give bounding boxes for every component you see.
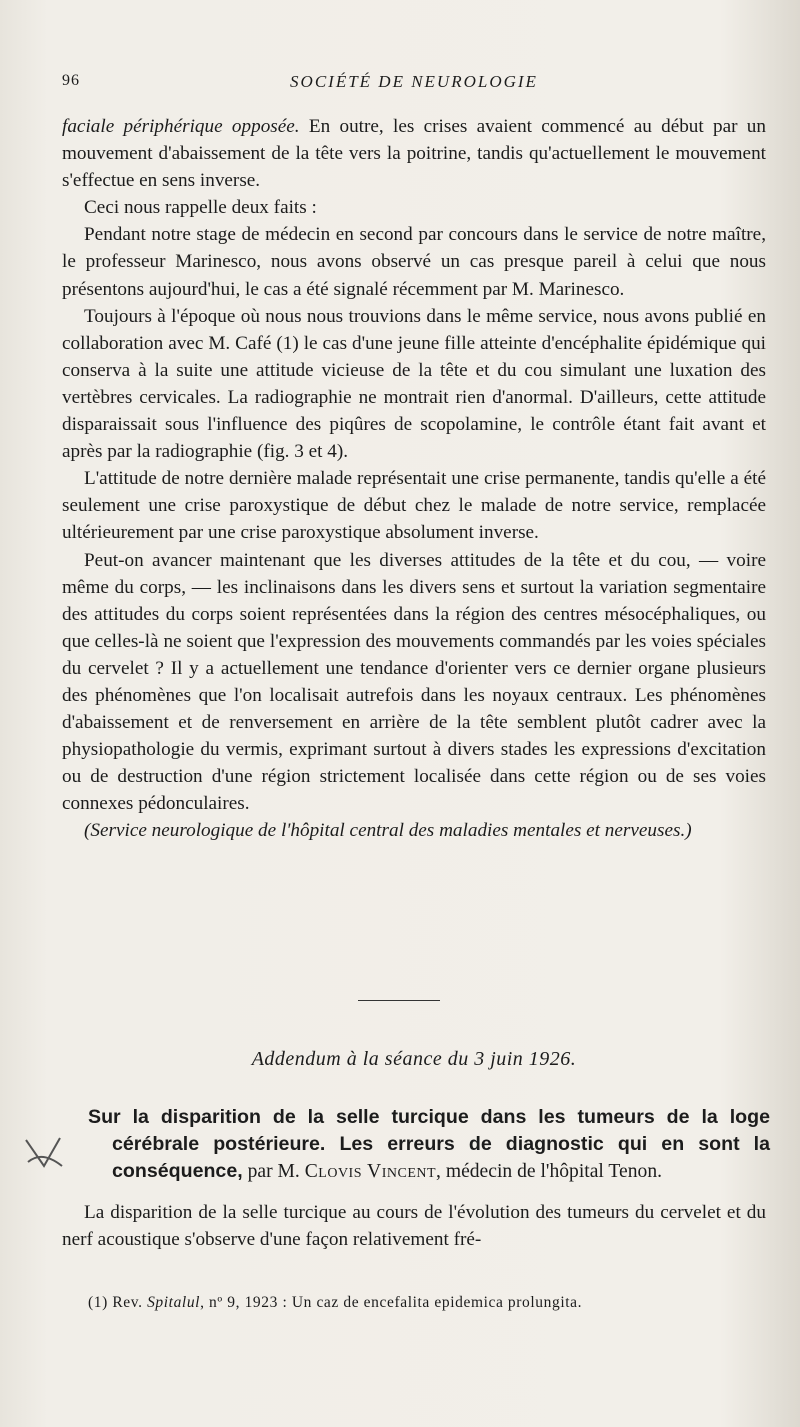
handwritten-margin-mark-icon bbox=[20, 1136, 68, 1172]
author-prefix: par M. bbox=[242, 1161, 305, 1183]
paragraph-3: Pendant notre stage de médecin en second par concours dans le service de notre maître, le professeur Marinesco, nous avons observé un cas presque pareil à celui que nous présentons aujourd'hui, le cas a été signalé récemment par M. Marinesco. bbox=[62, 224, 766, 300]
article-paragraph-1: La disparition de la selle turcique au cours de l'évolution des tumeurs du cervelet et du nerf acoustique s'observe d'une façon relativement fré- bbox=[62, 1202, 766, 1251]
previous-article-text bbox=[62, 113, 766, 845]
paragraph-5: L'attitude de notre dernière malade représentait une crise permanente, tandis qu'elle a été seulement une crise paroxystique de début chez le malade de notre service, remplacée ultérieurement par une crise paroxystique absolument inverse. bbox=[62, 468, 766, 544]
service-affiliation: (Service neurologique de l'hôpital central des maladies mentales et nerveuses.) bbox=[84, 820, 692, 842]
article-title-text: Sur la disparition de la selle turcique dans les tumeurs de la loge cérébrale postérieure. Les erreurs de diagnostic qui en sont la conséquence, bbox=[88, 1106, 770, 1183]
page-number: 96 bbox=[62, 72, 80, 89]
footnote-prefix: (1) Rev. bbox=[88, 1294, 148, 1311]
paragraph-4: Toujours à l'époque où nous nous trouvions dans le même service, nous avons publié en collaboration avec M. Café (1) le cas d'une jeune fille atteinte d'encéphalite épidémique qui conserva à la suite une attitude vicieuse de la tête et du cou simulant une luxation des vertèbres cervicales. La radiographie ne montrait rien d'anormal. D'ailleurs, cette attitude disparaissait sous l'influence des piqûres de scopolamine, le contrôle étant fait avant et après par la radiographie (fig. 3 et 4). bbox=[62, 305, 766, 463]
paragraph-1 bbox=[62, 113, 766, 194]
article-body bbox=[62, 1199, 766, 1253]
addendum-heading: Addendum à la séance du 3 juin 1926. bbox=[251, 1048, 577, 1070]
footnote-rest: , nº 9, 1923 : Un caz de encefalita epidemica prolungita. bbox=[200, 1294, 583, 1311]
section-separator-rule bbox=[358, 1000, 440, 1001]
paragraph-6: Peut-on avancer maintenant que les diverses attitudes de la tête et du cou, — voire même du corps, — les inclinaisons dans les divers sens et surtout la variation segmentaire des attitudes du corps soient représentées dans la région des centres mésocéphaliques, ou que celles-là ne soient que l'expression des mouvements commandés par les voies spéciales du cervelet ? Il y a actuellement une tendance d'orienter vers ce dernier organe plusieurs des phénomènes que l'on localisait autrefois dans les noyaux centraux. Les phénomènes d'abaissement et de renversement en arrière de la tête semblent plutôt cadrer avec la physiopathologie du vermis, exprimant surtout à divers stades les expressions d'excitation ou de destruction d'une région strictement localisée dans cette région ou de ses voies connexes pédonculaires. bbox=[62, 549, 766, 815]
article-author bbox=[243, 1161, 662, 1182]
footnote-journal: Spitalul bbox=[147, 1294, 201, 1311]
running-title: SOCIÉTÉ DE NEUROLOGIE bbox=[290, 72, 538, 91]
page-header bbox=[62, 72, 766, 102]
author-affiliation: , médecin de l'hôpital Tenon. bbox=[436, 1161, 663, 1183]
paragraph-2: Ceci nous rappelle deux faits : bbox=[84, 197, 317, 219]
paragraph-1-italic: faciale périphérique opposée. bbox=[62, 116, 300, 137]
article-title bbox=[88, 1104, 770, 1186]
footnote bbox=[88, 1294, 768, 1312]
author-name: Clovis Vincent bbox=[304, 1161, 437, 1183]
paragraph-1-rest: En outre, les crises avaient commencé au début par un mouvement d'abaissement de la tête vers la poitrine, tandis qu'actuellement le mouvement s'effectue en sens inverse. bbox=[62, 116, 766, 192]
